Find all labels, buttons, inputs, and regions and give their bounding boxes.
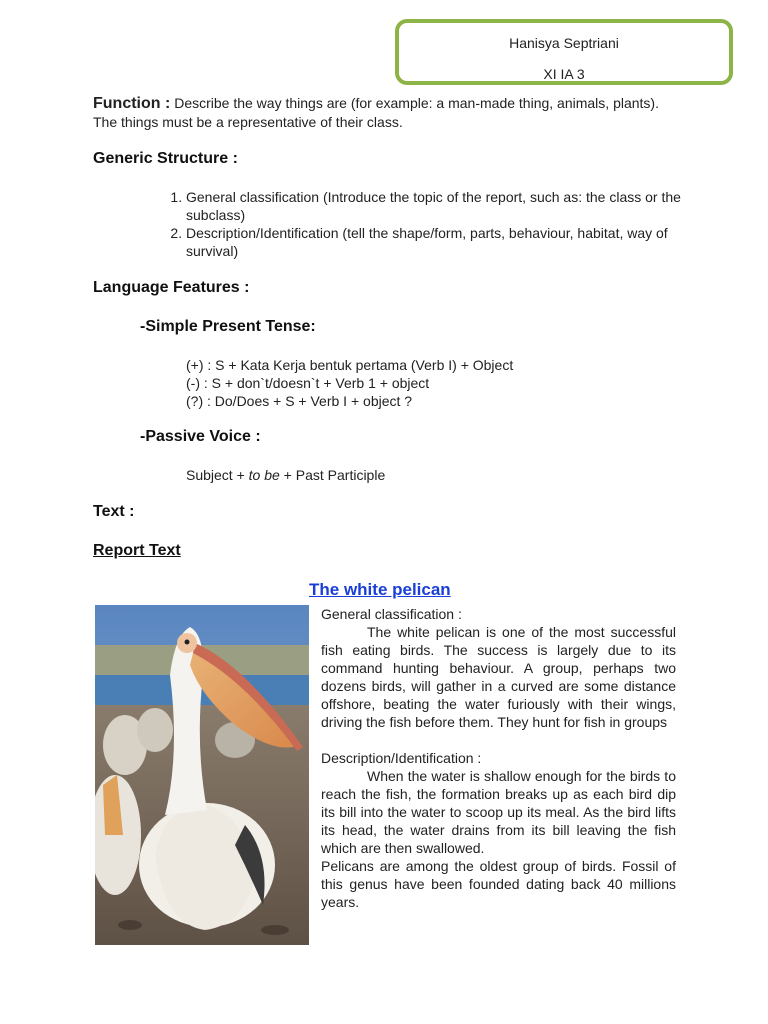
function-label: Function : (93, 95, 171, 112)
article-body (321, 605, 676, 911)
author-name: Hanisya Septriani (509, 35, 619, 51)
description-text-2: Pelicans are among the oldest group of birds. Fossil of this genus have been founded dating back 40 millions years. (321, 858, 676, 910)
pelican-photo (95, 605, 309, 945)
passive-pre: Subject + (186, 467, 249, 483)
passive-formula (186, 466, 385, 484)
pelican-illustration (95, 605, 309, 945)
language-features-heading: Language Features : (93, 279, 250, 296)
report-text-heading: Report Text (93, 542, 181, 559)
author-class: XI IA 3 (543, 66, 585, 82)
simple-present-heading: -Simple Present Tense: (140, 318, 316, 335)
spacer (321, 731, 676, 749)
passive-post: + Past Participle (279, 467, 386, 483)
function-paragraph (93, 94, 683, 131)
author-box (395, 19, 733, 85)
general-classification-label: General classification : (321, 606, 462, 622)
function-text: Describe the way things are (for example: a man-made thing, animals, plants). The things must be a representative of their class. (93, 95, 659, 130)
description-text: When the water is shallow enough for the birds to reach the fish, the formation breaks up as each bird dip its bill into the water to scoop up its meal. As the bird lifts its head, the water drains from its bill leaving the fish which are then swallowed. (321, 768, 676, 856)
formula-positive: (+) : S + Kata Kerja bentuk pertama (Verb I) + Object (186, 357, 514, 373)
formula-negative: (-) : S + don`t/doesn`t + Verb 1 + object (186, 375, 430, 391)
generic-structure-list (160, 188, 706, 260)
passive-voice-heading: -Passive Voice : (140, 428, 261, 445)
general-classification-text: The white pelican is one of the most successful fish eating birds. The success is largely due to its command hunting behaviour. A group, perhaps two dozens birds, will gather in a curved are some distance offshore, beating the water furiously with their wings, driving the fish before them. They hunt for fish in groups (321, 624, 676, 730)
article-title[interactable]: The white pelican (309, 580, 451, 599)
generic-structure-heading: Generic Structure : (93, 150, 238, 167)
list-item: 1. General classification (Introduce the topic of the report, such as: the class or the subclass) (186, 188, 706, 224)
list-item: 2. Description/Identification (tell the shape/form, parts, behaviour, habitat, way of survival) (186, 224, 706, 260)
text-heading: Text : (93, 503, 135, 520)
passive-em: to be (248, 467, 280, 483)
formula-question: (?) : Do/Does + S + Verb I + object ? (186, 393, 413, 409)
simple-present-formulas (186, 356, 513, 410)
description-label: Description/Identification : (321, 750, 482, 766)
